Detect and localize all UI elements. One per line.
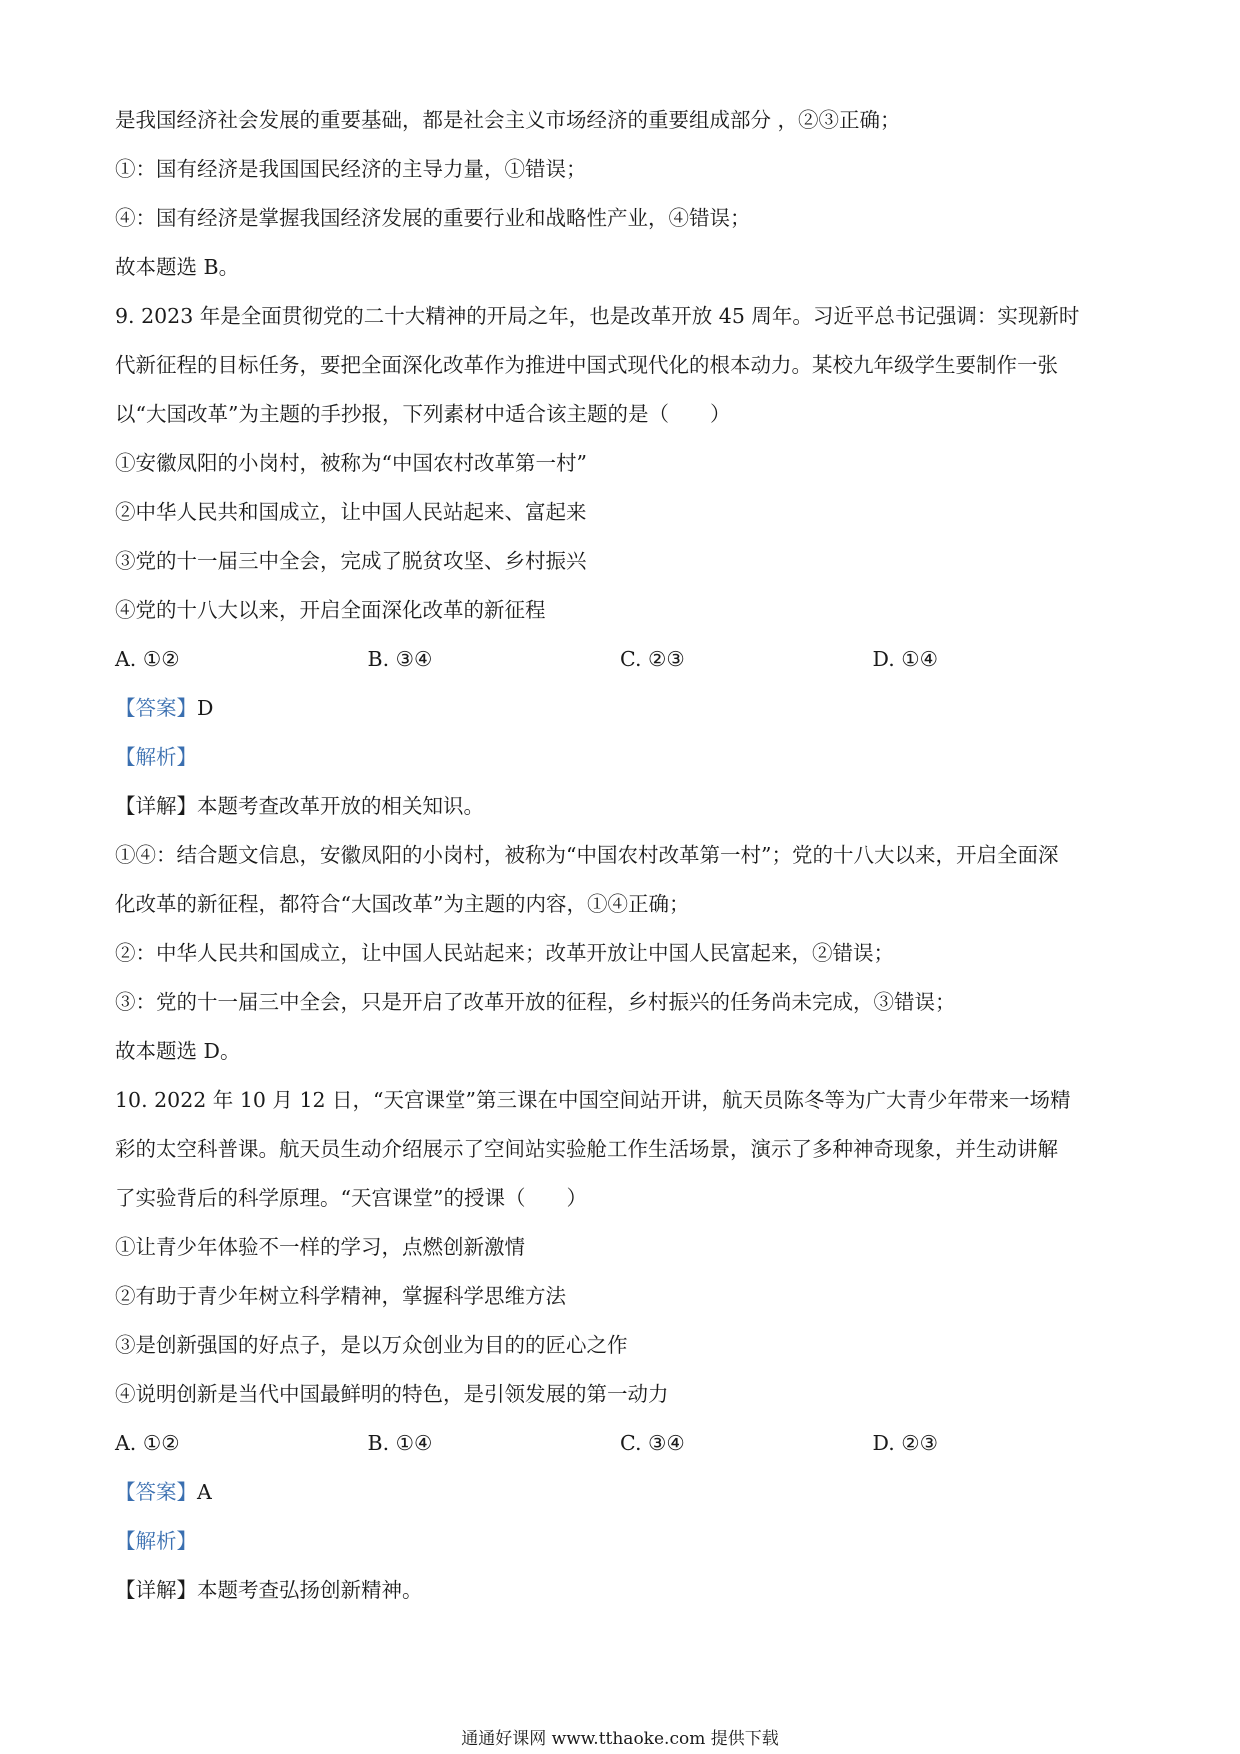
option: A. ①② — [115, 647, 180, 671]
text-line: ②：中华人民共和国成立，让中国人民站起来；改革开放让中国人民富起来，②错误； — [115, 941, 894, 965]
question-9-stem: 代新征程的目标任务，要把全面深化改革作为推进中国式现代化的根本动力。某校九年级学生要制作一张 — [115, 353, 1058, 377]
question-10-stem: 彩的太空科普课。航天员生动介绍展示了空间站实验舱工作生活场景，演示了多种神奇现象，并生动讲解 — [115, 1137, 1058, 1161]
text-line: 故本题选 D。 — [115, 1039, 241, 1063]
answer-line — [115, 688, 1125, 737]
question-10-item: ①让青少年体验不一样的学习，点燃创新激情 — [115, 1235, 525, 1259]
analysis-tag: 【解析】 — [115, 745, 197, 769]
question-10-item: ③是创新强国的好点子，是以万众创业为目的的匠心之作 — [115, 1333, 628, 1357]
answer-tag: 【答案】 — [115, 1480, 197, 1504]
option: C. ③④ — [620, 1431, 685, 1455]
answer-value: A — [197, 1480, 212, 1504]
question-10-item: ④说明创新是当代中国最鲜明的特色，是引领发展的第一动力 — [115, 1382, 669, 1406]
question-9-stem: 以“大国改革”为主题的手抄报，下列素材中适合该主题的是（ ） — [115, 402, 731, 426]
option: D. ②③ — [872, 1431, 938, 1455]
answer-tag: 【答案】 — [115, 696, 197, 720]
document-body — [115, 100, 1125, 1619]
analysis-tag: 【解析】 — [115, 1529, 197, 1553]
answer-value: D — [197, 696, 214, 720]
question-9-stem: 9. 2023 年是全面贯彻党的二十大精神的开局之年，也是改革开放 45 周年。习近平总书记强调：实现新时 — [115, 304, 1080, 328]
option: D. ①④ — [872, 647, 938, 671]
option: B. ③④ — [367, 647, 433, 671]
text-line: ①④：结合题文信息，安徽凤阳的小岗村，被称为“中国农村改革第一村”；党的十八大以来，开启全面深 — [115, 843, 1059, 867]
page-footer: 通通好课网 www.tthaoke.com 提供下载 — [461, 1729, 779, 1749]
question-9-item: ④党的十八大以来，开启全面深化改革的新征程 — [115, 598, 546, 622]
detail-line — [115, 786, 1125, 835]
question-9-item: ①安徽凤阳的小岗村，被称为“中国农村改革第一村” — [115, 451, 587, 475]
detail-line — [115, 1570, 1125, 1619]
option: A. ①② — [115, 1431, 180, 1455]
question-10-stem: 10. 2022 年 10 月 12 日，“天宫课堂”第三课在中国空间站开讲，航天员陈冬等为广大青少年带来一场精 — [115, 1088, 1071, 1112]
text-line: 故本题选 B。 — [115, 255, 240, 279]
question-10-stem: 了实验背后的科学原理。“天宫课堂”的授课（ ） — [115, 1186, 587, 1210]
text-line: 化改革的新征程，都符合“大国改革”为主题的内容，①④正确； — [115, 892, 690, 916]
question-9-item: ③党的十一届三中全会，完成了脱贫攻坚、乡村振兴 — [115, 549, 587, 573]
detail-tag: 【详解】 — [115, 1578, 197, 1602]
text-line: ③：党的十一届三中全会，只是开启了改革开放的征程，乡村振兴的任务尚未完成，③错误； — [115, 990, 956, 1014]
question-9-options — [115, 639, 1125, 688]
detail-text: 本题考查改革开放的相关知识。 — [197, 794, 484, 818]
text-line: ①：国有经济是我国国民经济的主导力量，①错误； — [115, 157, 587, 181]
question-10-item: ②有助于青少年树立科学精神，掌握科学思维方法 — [115, 1284, 566, 1308]
analysis-line — [115, 737, 1125, 786]
option: C. ②③ — [620, 647, 685, 671]
analysis-line — [115, 1521, 1125, 1570]
question-9-item: ②中华人民共和国成立，让中国人民站起来、富起来 — [115, 500, 587, 524]
question-10-options — [115, 1423, 1125, 1472]
text-line: 是我国经济社会发展的重要基础，都是社会主义市场经济的重要组成部分 ，②③正确； — [115, 108, 901, 132]
answer-line — [115, 1472, 1125, 1521]
detail-text: 本题考查弘扬创新精神。 — [197, 1578, 423, 1602]
text-line: ④：国有经济是掌握我国经济发展的重要行业和战略性产业，④错误； — [115, 206, 751, 230]
option: B. ①④ — [367, 1431, 433, 1455]
detail-tag: 【详解】 — [115, 794, 197, 818]
